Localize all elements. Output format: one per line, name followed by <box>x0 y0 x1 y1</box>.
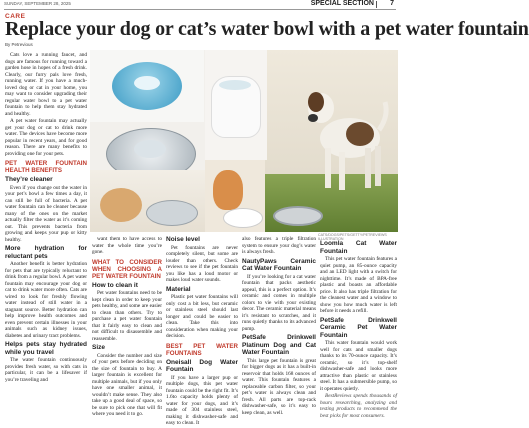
paragraph: This large pet fountain is great for bigger dogs as it has a built-in reservoir that holds 168 ounces of water. This fountain features a replaceable carbon filter, so your pet’s water is always clean and fresh. All parts are top-rack dishwasher-safe, so it’s easy to keep clean, as well. <box>242 357 316 416</box>
kitten-drinking-photo <box>90 170 205 232</box>
photo-credit: CATS/DOGS/PETS/GETTY/PETREVIEWS ILLUSTRATION <box>318 233 387 241</box>
paragraph: This water fountain would work well for cats and smaller dogs thanks to its 70-ounce capacity. It’s ceramic, so it’s top-shelf dishwasher-safe and looks more attractive than plastic or stainless steel. It has a submersible pump, so it operates quietly. <box>320 340 397 392</box>
subheading: Material <box>166 285 191 293</box>
editor-note: BestReviews spends thousands of hours researching, analyzing and testing products to recommend the best picks for most consumers. <box>320 393 397 419</box>
subheading: Oneisall Dog Water Fountain <box>166 358 238 373</box>
subheading: Helps pets stay hydrated while you travel <box>5 341 87 356</box>
section-heading: BEST PET WATER FOUNTAINS <box>166 342 238 357</box>
subheading: More hydration for reluctant pets <box>5 245 87 260</box>
outdoor-scene-photo <box>265 50 398 232</box>
article-column-3 <box>166 236 238 428</box>
paragraph: Pet fountains are never completely silent, but some are louder than others. Check reviews to see if the pet fountain you like has a loud motor or makes loud water sounds. <box>166 244 238 283</box>
subheading: How to clean it <box>92 281 138 289</box>
subheading: Noise level <box>166 236 200 243</box>
article-column-4 <box>242 236 316 417</box>
byline: By Petrevious <box>5 42 33 47</box>
paragraph: This pet water fountain features a quiet pump, an 85-ounce capacity and an LED light with a switch for nighttime. It’s made of BPA-free plastic and boasts an affordable price. It also has triple filtration for the cleanest water and a window to show you how much water is left before it needs a refill. <box>320 256 397 314</box>
paragraph: also features a triple filtration system to ensure your dog’s water is always fresh. <box>242 236 316 255</box>
cat-with-fountain-photo <box>205 160 265 232</box>
paragraph: Cats love a running faucet, and dogs are famous for running toward a garden hose in hopes of a fresh drink. Clearly, our furry pals love fresh, running water. If you have a much-loved dog or cat in your home, you may want to consider upgrading their regular water bowl to a pet water fountain to help them stay hydrated and healthy. <box>5 52 87 117</box>
paragraph: Pet water fountains need to be kept clean in order to keep your pets healthy, and some are easier to clean than others. Try to purchase a pet water fountain that it fairly easy to clean and not difficult to disassemble and reassemble. <box>92 290 162 342</box>
section-label: SPECIAL SECTION <box>310 0 374 7</box>
section-heading: PET WATER FOUNTAIN HEALTH BENEFITS <box>5 160 87 174</box>
subheading: Size <box>92 344 106 351</box>
paragraph: A pet water fountain may actually get your dog or cat to drink more water. The devices have become more popular in recent years, and for good reason. There are many benefits to providing one for your pets. <box>5 118 87 157</box>
headline: Replace your dog or cat’s water bowl with a pet water fountain <box>5 18 529 40</box>
product-photo-collage <box>90 50 398 232</box>
article-column-5 <box>320 240 397 420</box>
paragraph: Another benefit is better hydration for pets that are typically reluctant to drink from a regular bowl. A pet water fountain may encourage your dog or cat to drink water more often. Cats are wired to look for freshly flowing water instead of still water in a stagnant source. Better hydration can help improve health outcomes and even prevent certain illnesses in your animals such as kidney issues, diabetes and urinary tract problems. <box>5 261 87 339</box>
steel-fountain-small <box>273 206 323 226</box>
section-heading: WHAT TO CONSIDER WHEN CHOOSING A PET WATER FOUNTAIN <box>92 258 162 280</box>
paragraph: want them to have access to water the whole time you’re gone. <box>92 236 162 255</box>
article-column-1 <box>5 52 87 384</box>
subheading: They’re cleaner <box>5 176 53 183</box>
ceramic-fountain-photo <box>90 50 204 122</box>
subheading: PetSafe Drinkwell Ceramic Pet Water Fountain <box>320 316 397 339</box>
paragraph: Even if you change out the water in your pet’s bowl a few times a day, it can still be full of bacteria. A pet water fountain can be cleaner because many of the ones on the market actually filter the water as it’s coming out. This prevents bacteria from growing and keeps your pup or kitty healthy. <box>5 184 87 243</box>
paragraph: The water fountain continuously provides fresh water, so with cats in particular, it can be a lifesaver if you’re traveling and <box>5 357 87 383</box>
paragraph: If you’re looking for a cat water fountain that packs aesthetic appeal, this is a perfect option. It’s ceramic and comes in multiple colors to vie with your existing decor. The ceramic material means it’s resistant to scratches, and it runs quietly thanks to its advanced pump. <box>242 273 316 332</box>
masthead-divider <box>376 1 377 8</box>
paragraph: Plastic pet water fountains will only cost a bit less, but ceramic or stainless steel should last longer and could be easier to clean. Take this into consideration when making your decision. <box>166 294 238 339</box>
dateline: SUNDAY, SEPTEMBER 28, 2025 <box>4 1 71 6</box>
paragraph: Consider the number and size of your pets before deciding on the size of fountain to buy. A larger fountain is excellent for multiple animals, but if you only have one smaller animal, it wouldn’t make sense. They also take up a good deal of space, so be sure to pick one that will fit where you need it to go. <box>92 352 162 417</box>
subheading: Loomla Cat Water Fountain <box>320 240 397 255</box>
cat-fountain-photo <box>205 50 267 160</box>
subheading: PetSafe Drinkwell Platinum Dog and Cat Water Fountain <box>242 334 316 356</box>
subheading: NautyPaws Ceramic Cat Water Fountain <box>242 257 316 272</box>
section-kicker: CARE <box>5 13 26 20</box>
article-column-2 <box>92 236 162 419</box>
dog-illustration <box>295 68 391 198</box>
page-number: 7 <box>390 0 394 7</box>
paragraph: If you have a larger pup or multiple dogs, this pet water fountain could be the right fit. It’s 1.6to capacity holds plenty of water for your dogs, and it’s made of 304 stainless steel, making it dishwasher-safe and easy to clean. It <box>166 374 238 426</box>
